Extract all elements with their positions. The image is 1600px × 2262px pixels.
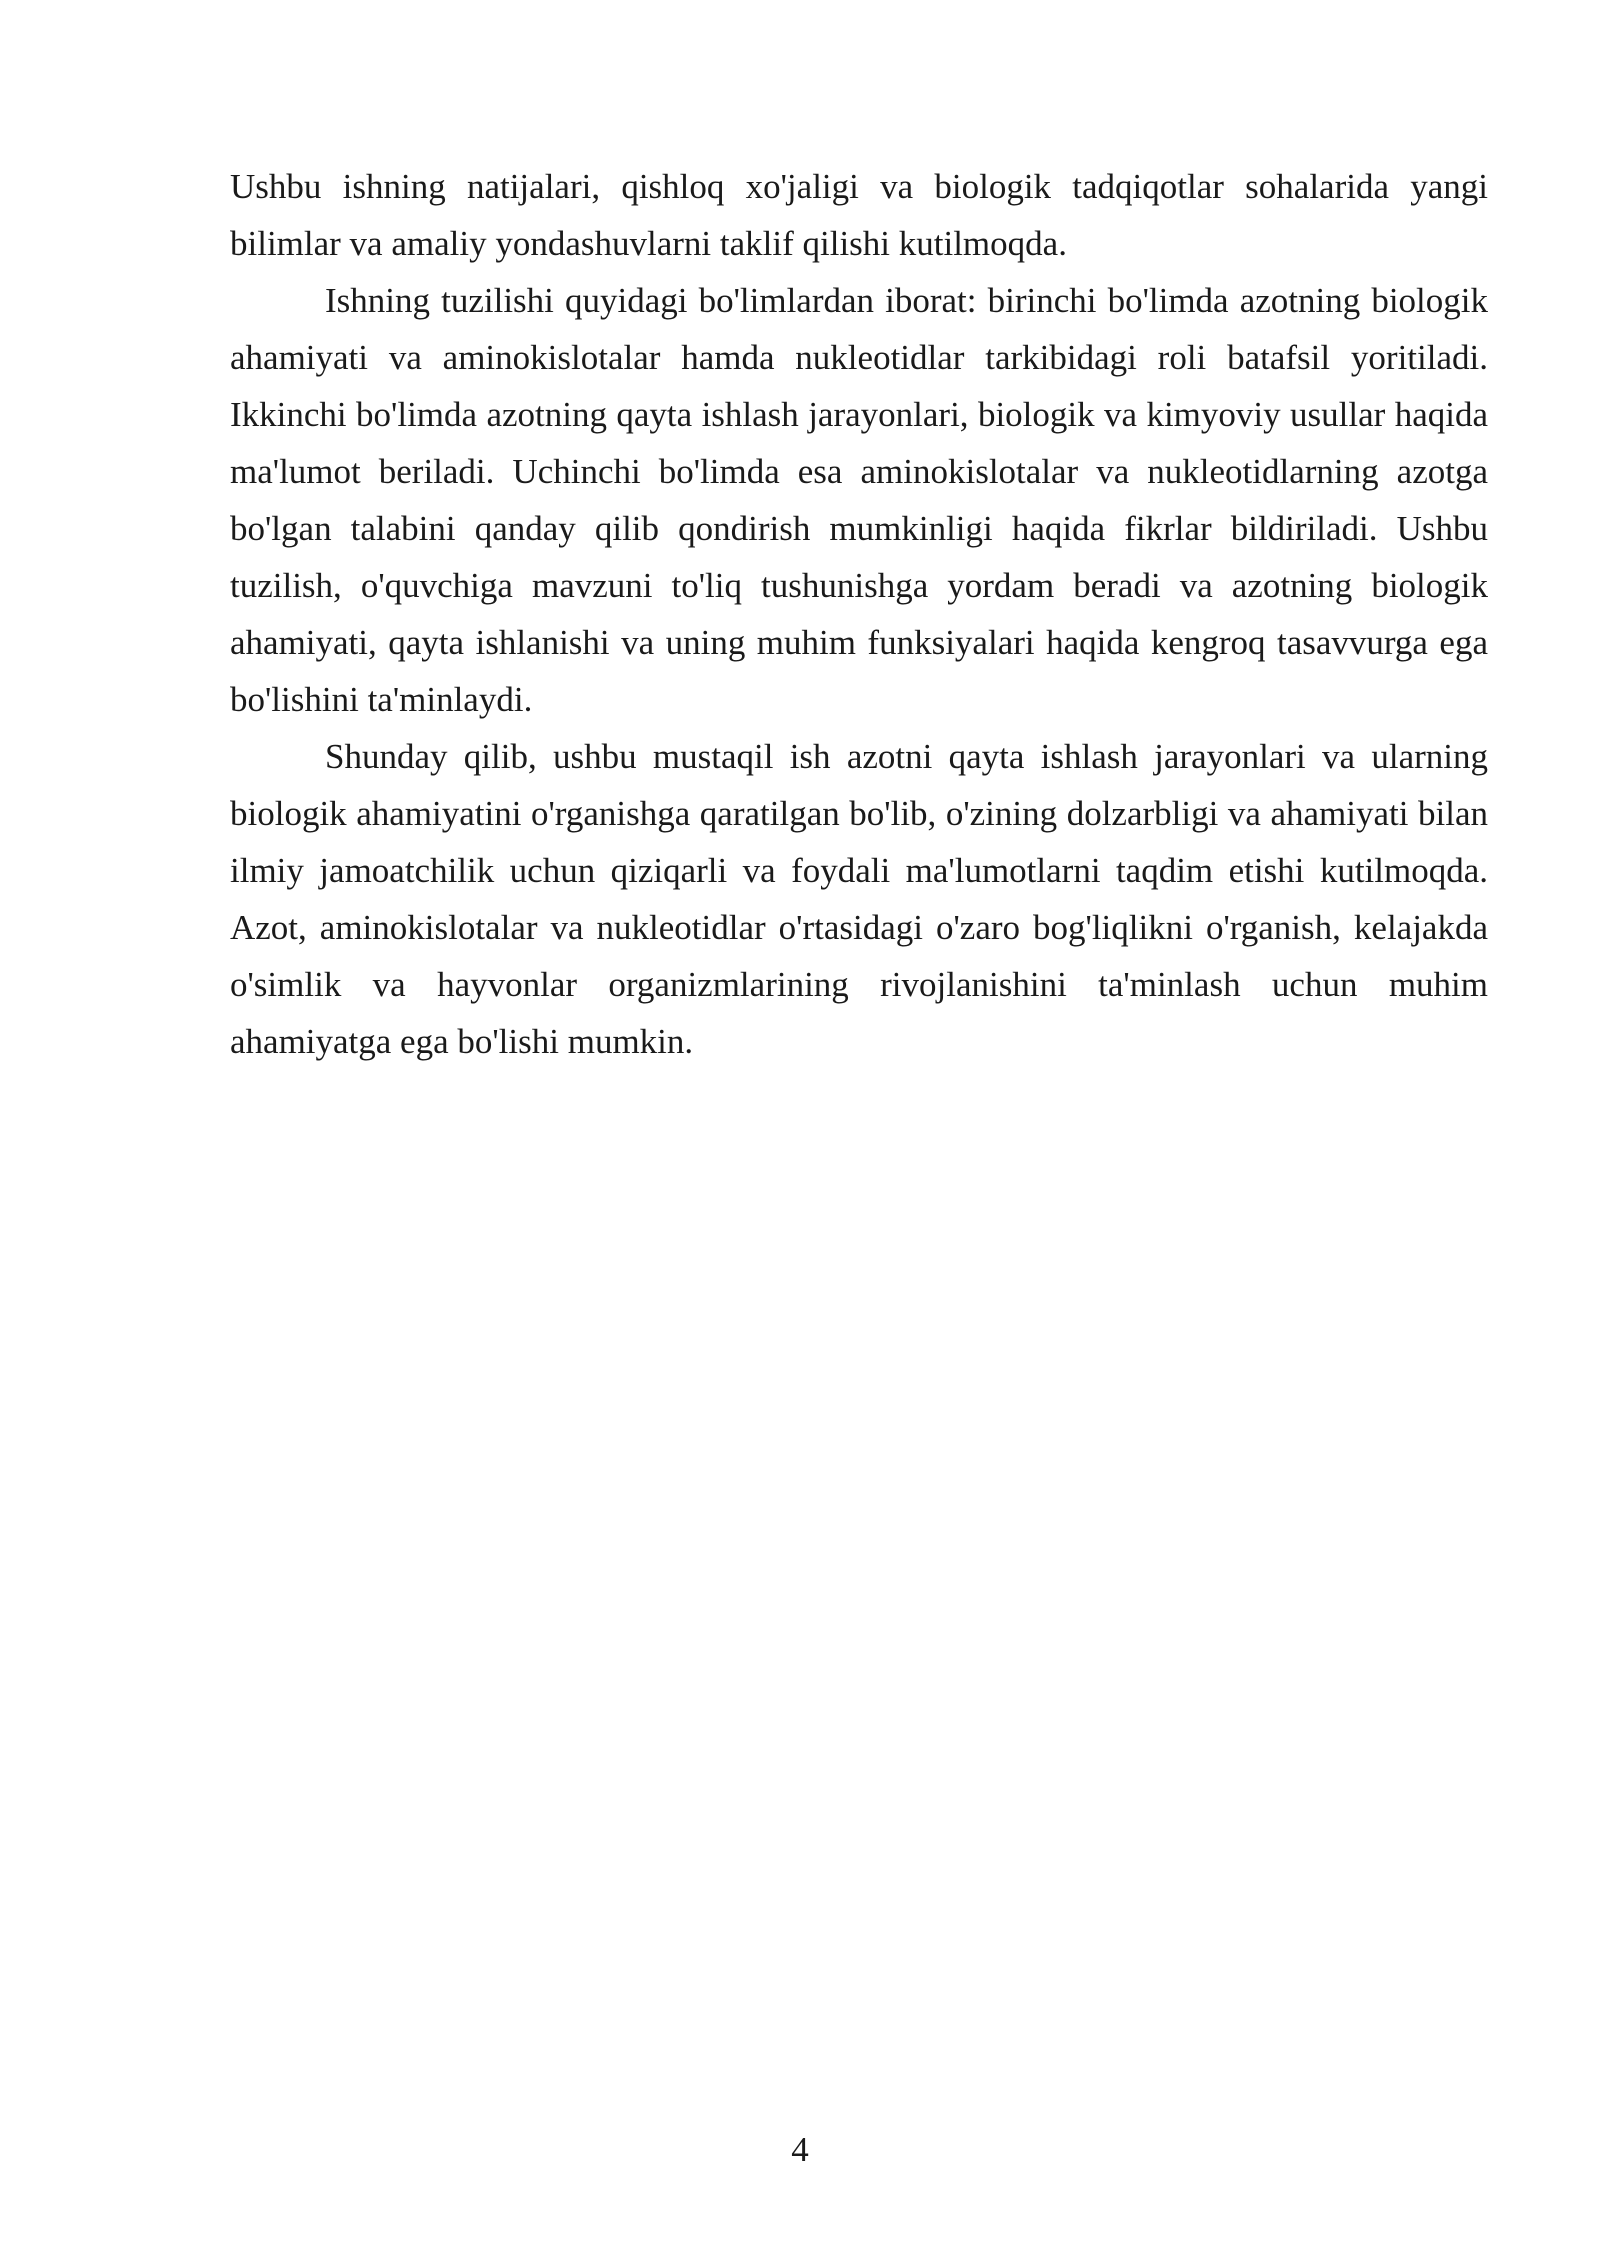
page-number: 4 bbox=[791, 2130, 809, 2169]
paragraph-2: Ishning tuzilishi quyidagi bo'limlardan iborat: birinchi bo'limda azotning biologik ahamiyati va aminokislotalar hamda nukleotidlar tarkibidagi roli batafsil yoritiladi. Ikkinchi bo'limda azotning qayta ishlash jarayonlari, biologik va kimyoviy usullar haqida ma'lumot beriladi. Uchinchi bo'limda esa aminokislotalar va nukleotidlarning azotga bo'lgan talabini qanday qilib qondirish mumkinligi haqida fikrlar bildiriladi. Ushbu tuzilish, o'quvchiga mavzuni to'liq tushunishga yordam beradi va azotning biologik ahamiyati, qayta ishlanishi va uning muhim funksiyalari haqida kengroq tasavvurga ega bo'lishini ta'minlaydi. bbox=[230, 281, 1488, 719]
body-text bbox=[230, 158, 1488, 1070]
paragraph-1: Ushbu ishning natijalari, qishloq xo'jaligi va biologik tadqiqotlar sohalarida yangi bilimlar va amaliy yondashuvlarni taklif qilishi kutilmoqda. bbox=[230, 167, 1488, 263]
paragraph-3: Shunday qilib, ushbu mustaqil ish azotni qayta ishlash jarayonlari va ularning biologik ahamiyatini o'rganishga qaratilgan bo'lib, o'zining dolzarbligi va ahamiyati bilan ilmiy jamoatchilik uchun qiziqarli va foydali ma'lumotlarni taqdim etishi kutilmoqda. Azot, aminokislotalar va nukleotidlar o'rtasidagi o'zaro bog'liqlikni o'rganish, kelajakda o'simlik va hayvonlar organizmlarining rivojlanishini ta'minlash uchun muhim ahamiyatga ega bo'lishi mumkin. bbox=[230, 737, 1488, 1061]
